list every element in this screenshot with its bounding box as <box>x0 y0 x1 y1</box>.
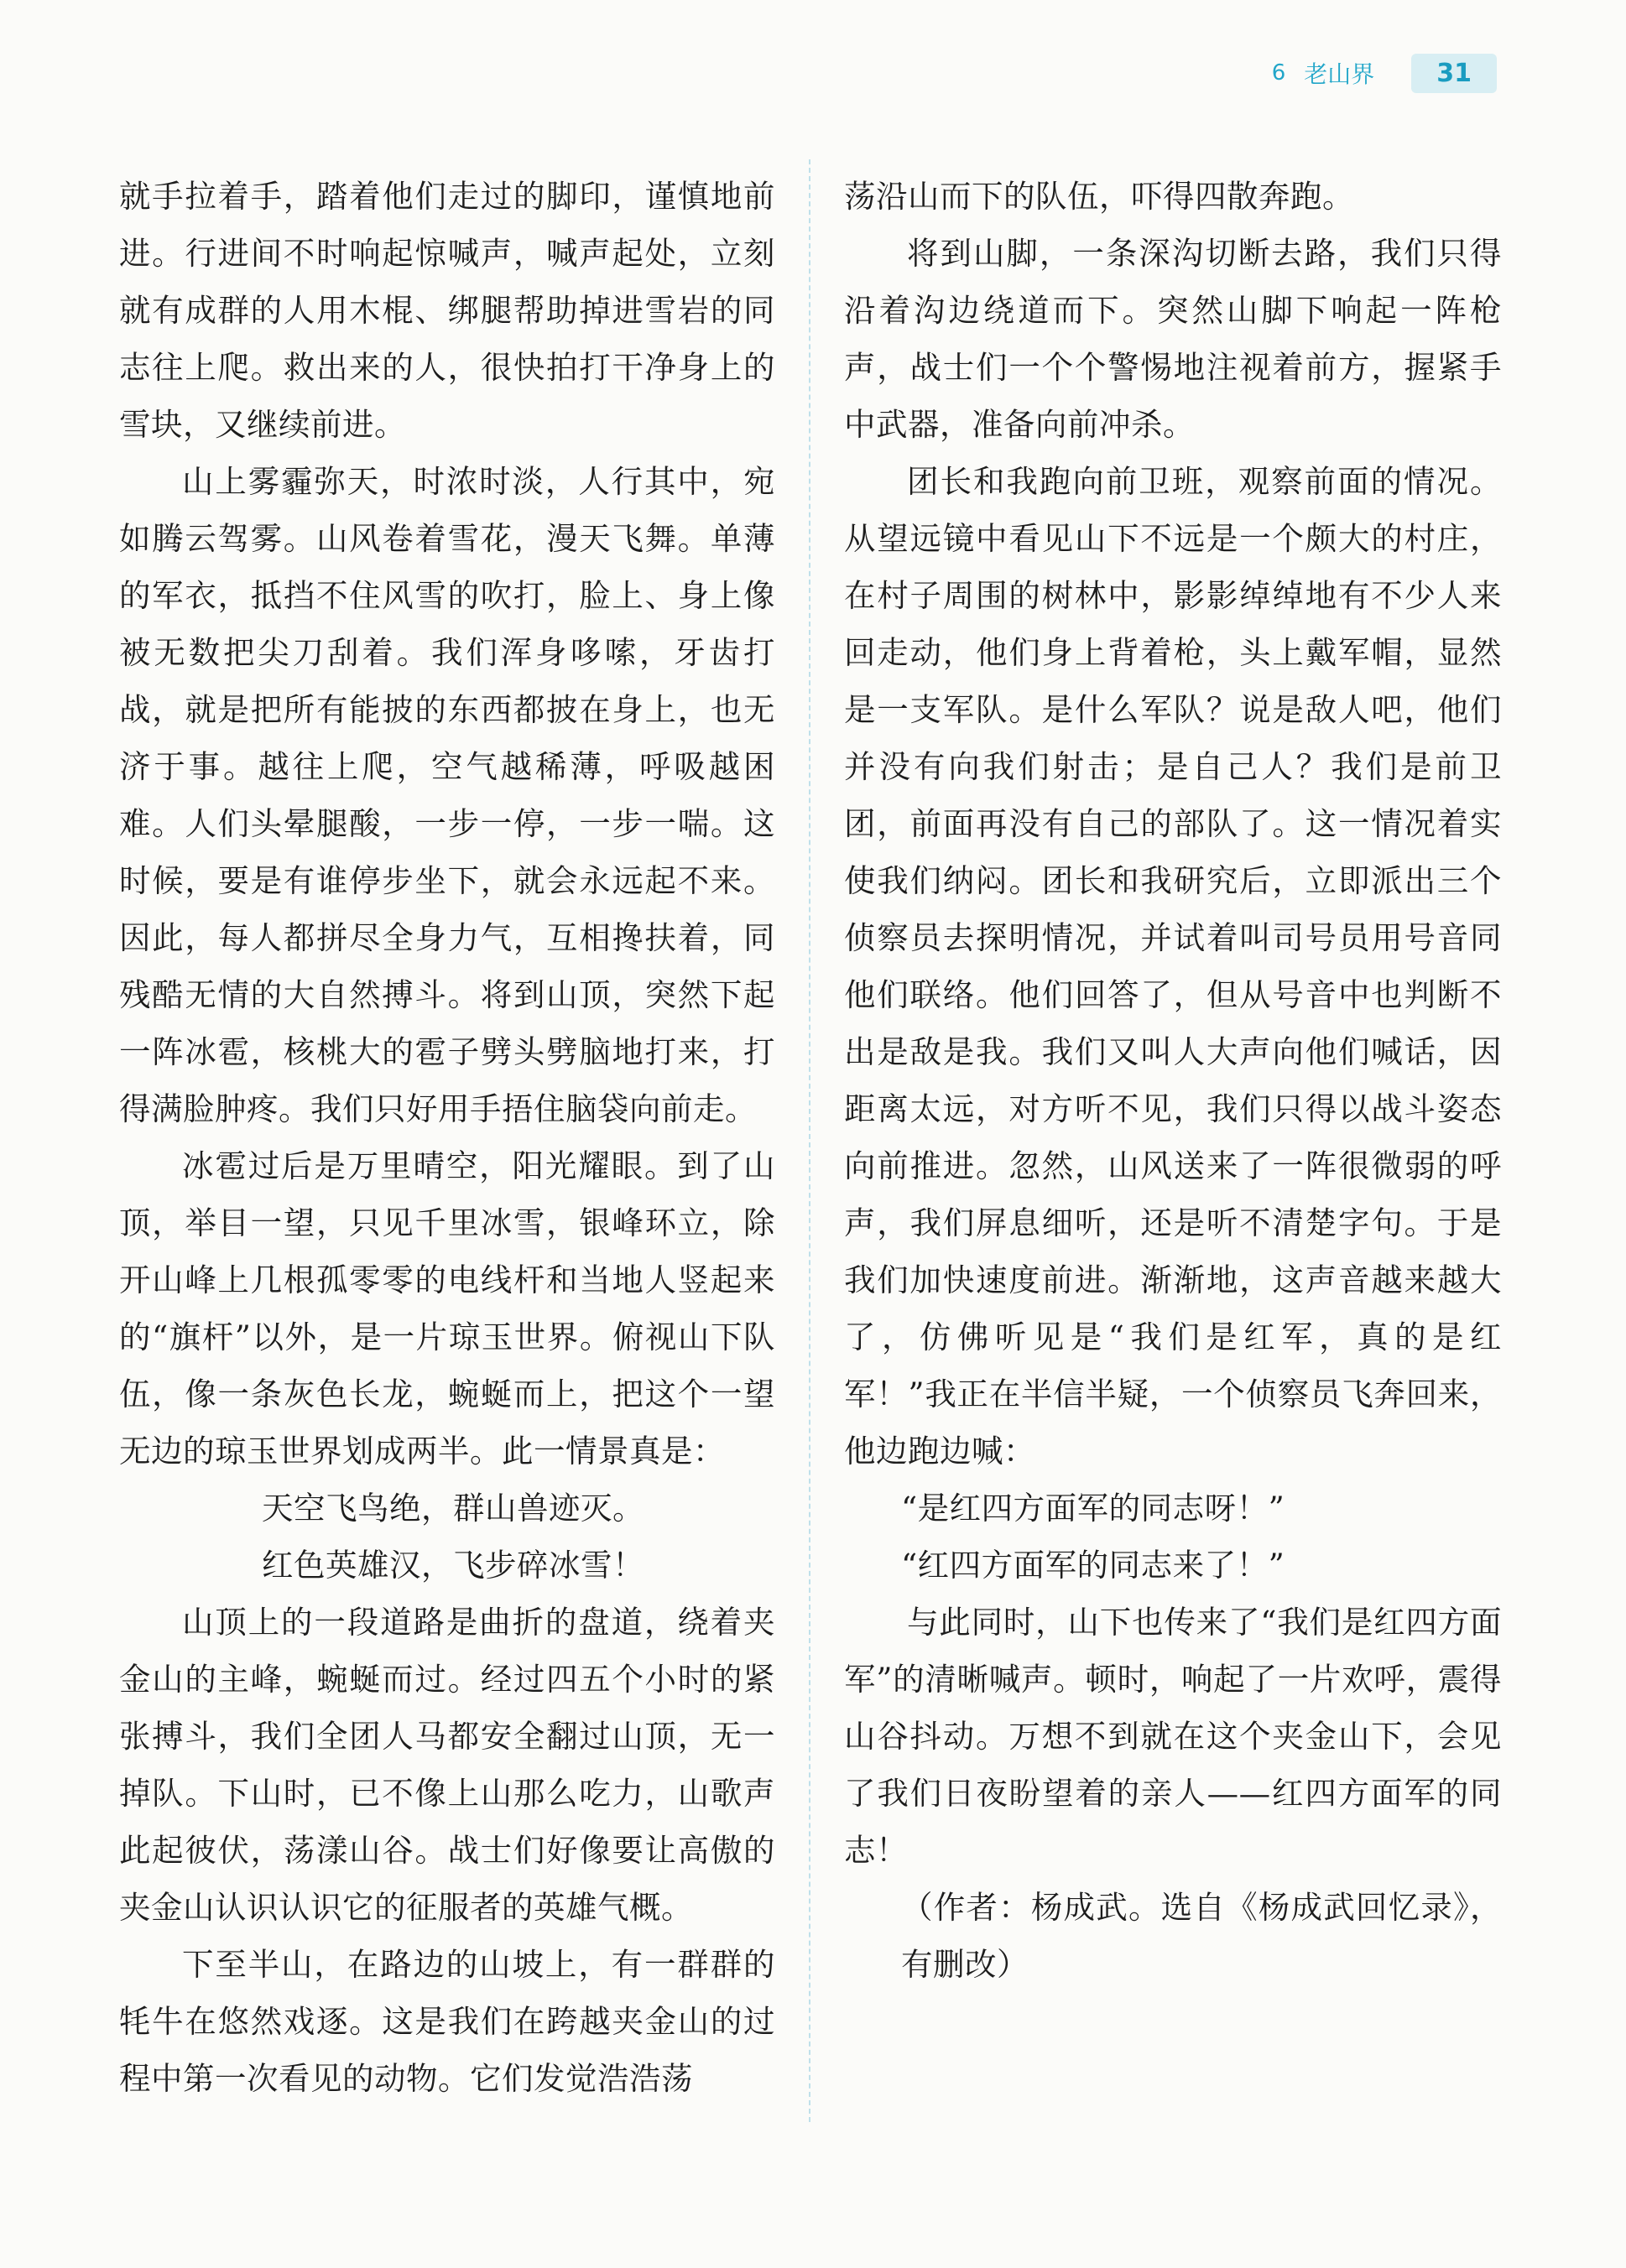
paragraph: 山上雾霾弥天，时浓时淡，人行其中，宛如腾云驾雾。山风卷着雪花，漫天飞舞。单薄的军衣，抵挡不住风雪的吹打，脸上、身上像被无数把尖刀刮着。我们浑身哆嗦，牙齿打战，就是把所有能披的东西都披在身上，也无济于事。越往上爬，空气越稀薄，呼吸越困难。人们头晕腿酸，一步一停，一步一喘。这时候，要是有谁停步坐下，就会永远起不来。因此，每人都拼尽全身力气，互相搀扶着，同残酷无情的大自然搏斗。将到山顶，突然下起一阵冰雹，核桃大的雹子劈头劈脑地打来，打得满脸肿疼。我们只好用手捂住脑袋向前走。 <box>119 463 775 1127</box>
paragraph: 冰雹过后是万里晴空，阳光耀眼。到了山顶，举目一望，只见千里冰雪，银峰环立，除开山峰上几根孤零零的电线杆和当地人竖起来的“旗杆”以外，是一片琼玉世界。俯视山下队伍，像一条灰色长龙，蜿蜒而上，把这个一望无边的琼玉世界划成两半。此一情景真是： <box>119 1147 775 1470</box>
paragraph: 山顶上的一段道路是曲折的盘道，绕着夹金山的主峰，蜿蜒而过。经过四五个小时的紧张搏斗，我们全团人马都安全翻过山顶，无一掉队。下山时，已不像上山那么吃力，山歌声此起彼伏，荡漾山谷。战士们好像要让高傲的夹金山认识认识它的征服者的英雄气概。 <box>119 1604 775 1926</box>
left-column <box>119 168 775 2107</box>
paragraph: 与此同时，山下也传来了“我们是红四方面军”的清晰喊声。顿时，响起了一片欢呼，震得山谷抖动。万想不到就在这个夹金山下，会见了我们日夜盼望着的亲人——红四方面军的同志！ <box>844 1604 1502 1869</box>
paragraph: 团长和我跑向前卫班，观察前面的情况。从望远镜中看见山下不远是一个颇大的村庄，在村子周围的树林中，影影绰绰地有不少人来回走动，他们身上背着枪，头上戴军帽，显然是一支军队。是什么军队？说是敌人吧，他们并没有向我们射击；是自己人？我们是前卫团，前面再没有自己的部队了。这一情况着实使我们纳闷。团长和我研究后，立即派出三个侦察员去探明情况，并试着叫司号员用号音同他们联络。他们回答了，但从号音中也判断不出是敌是我。我们又叫人大声向他们喊话，因距离太远，对方听不见，我们只得以战斗姿态向前推进。忽然，山风送来了一阵很微弱的呼声，我们屏息细听，还是听不清楚字句。于是我们加快速度前进。渐渐地，这声音越来越大了，仿佛听见是“我们是红军，真的是红军！”我正在半信半疑，一个侦察员飞奔回来，他边跑边喊： <box>844 463 1502 1470</box>
poem-line: 天空飞鸟绝，群山兽迹灭。 <box>262 1490 644 1527</box>
chapter-title: 老山界 <box>1304 60 1375 88</box>
poem-line: 红色英雄汉，飞步碎冰雪！ <box>262 1547 644 1584</box>
paragraph: 就手拉着手，踏着他们走过的脚印，谨慎地前进。行进间不时响起惊喊声，喊声起处，立刻就有成群的人用木棍、绑腿帮助掉进雪岩的同志往上爬。救出来的人，很快拍打干净身上的雪块，又继续前进。 <box>119 178 775 443</box>
quote-line: “是红四方面军的同志呀！” <box>901 1490 1285 1527</box>
paragraph: 将到山脚，一条深沟切断去路，我们只得沿着沟边绕道而下。突然山脚下响起一阵枪声，战士们一个个警惕地注视着前方，握紧手中武器，准备向前冲杀。 <box>844 235 1502 443</box>
right-column <box>844 168 1502 1993</box>
paragraph: 荡沿山而下的队伍，吓得四散奔跑。 <box>844 178 1354 215</box>
paragraph: 下至半山，在路边的山坡上，有一群群的牦牛在悠然戏逐。这是我们在跨越夹金山的过程中第一次看见的动物。它们发觉浩浩荡 <box>119 1946 775 2097</box>
page-header <box>1272 52 1497 94</box>
chapter-number: 6 <box>1271 60 1286 86</box>
page-number: 31 <box>1411 54 1497 93</box>
quote-line: “红四方面军的同志来了！” <box>901 1547 1285 1584</box>
column-divider <box>809 159 810 2122</box>
source-note: （作者：杨成武。选自《杨成武回忆录》，有删改） <box>901 1889 1502 1983</box>
